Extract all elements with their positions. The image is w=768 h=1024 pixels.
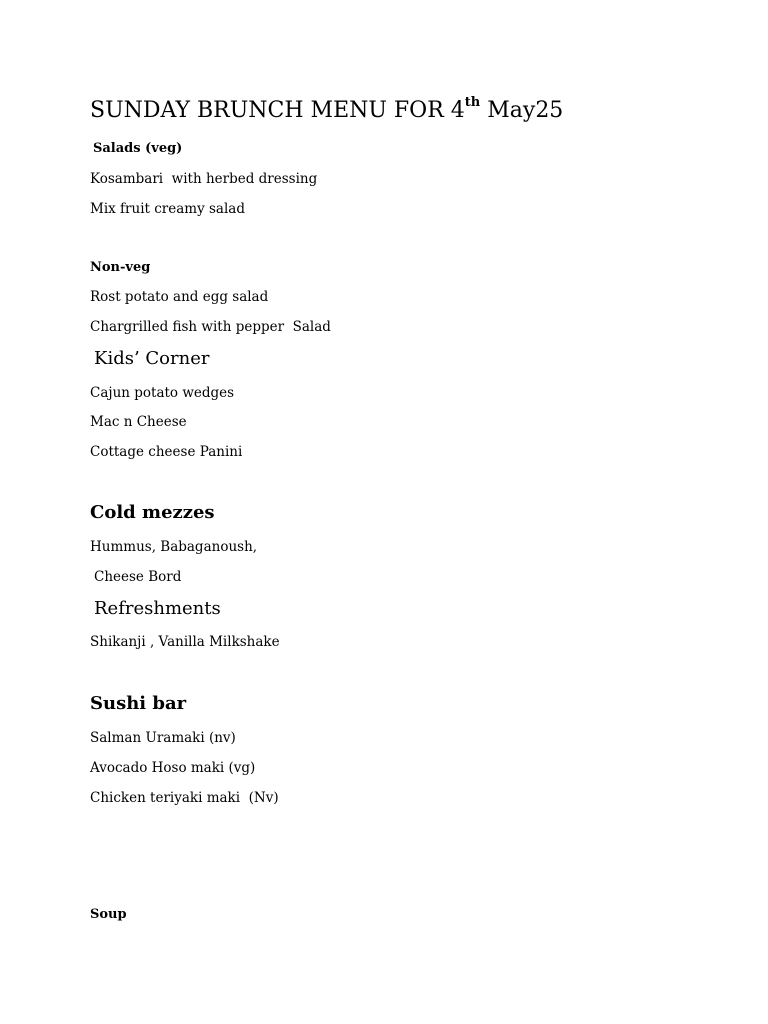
- menu-item: Shikanji , Vanilla Milkshake: [90, 634, 280, 650]
- title-prefix: SUNDAY BRUNCH MENU FOR 4: [90, 98, 465, 123]
- section-heading-cold-mezzes: Cold mezzes: [90, 502, 215, 523]
- menu-item: Rost potato and egg salad: [90, 289, 269, 305]
- section-heading-salads-veg: Salads (veg): [93, 141, 183, 156]
- menu-item: Chicken teriyaki maki (Nv): [90, 790, 279, 806]
- menu-item: Salman Uramaki (nv): [90, 730, 236, 746]
- menu-item: Mac n Cheese: [90, 414, 187, 430]
- menu-item: Hummus, Babaganoush,: [90, 539, 258, 555]
- section-heading-non-veg: Non-veg: [90, 260, 151, 275]
- title-superscript: th: [464, 94, 481, 110]
- menu-item: Chargrilled fish with pepper Salad: [90, 319, 331, 335]
- menu-item: Kosambari with herbed dressing: [90, 171, 318, 187]
- page-title: [90, 94, 564, 124]
- section-heading-soup: Soup: [90, 907, 127, 922]
- section-heading-sushi-bar: Sushi bar: [90, 693, 187, 714]
- section-heading-kids-corner: Kids’ Corner: [94, 348, 210, 369]
- menu-item: Avocado Hoso maki (vg): [90, 760, 256, 776]
- menu-item: Cottage cheese Panini: [90, 444, 243, 460]
- title-suffix: May25: [480, 98, 564, 123]
- section-heading-refreshments: Refreshments: [94, 598, 221, 619]
- menu-item: Cheese Bord: [94, 569, 182, 585]
- menu-item: Cajun potato wedges: [90, 385, 235, 401]
- menu-item: Mix fruit creamy salad: [90, 201, 245, 217]
